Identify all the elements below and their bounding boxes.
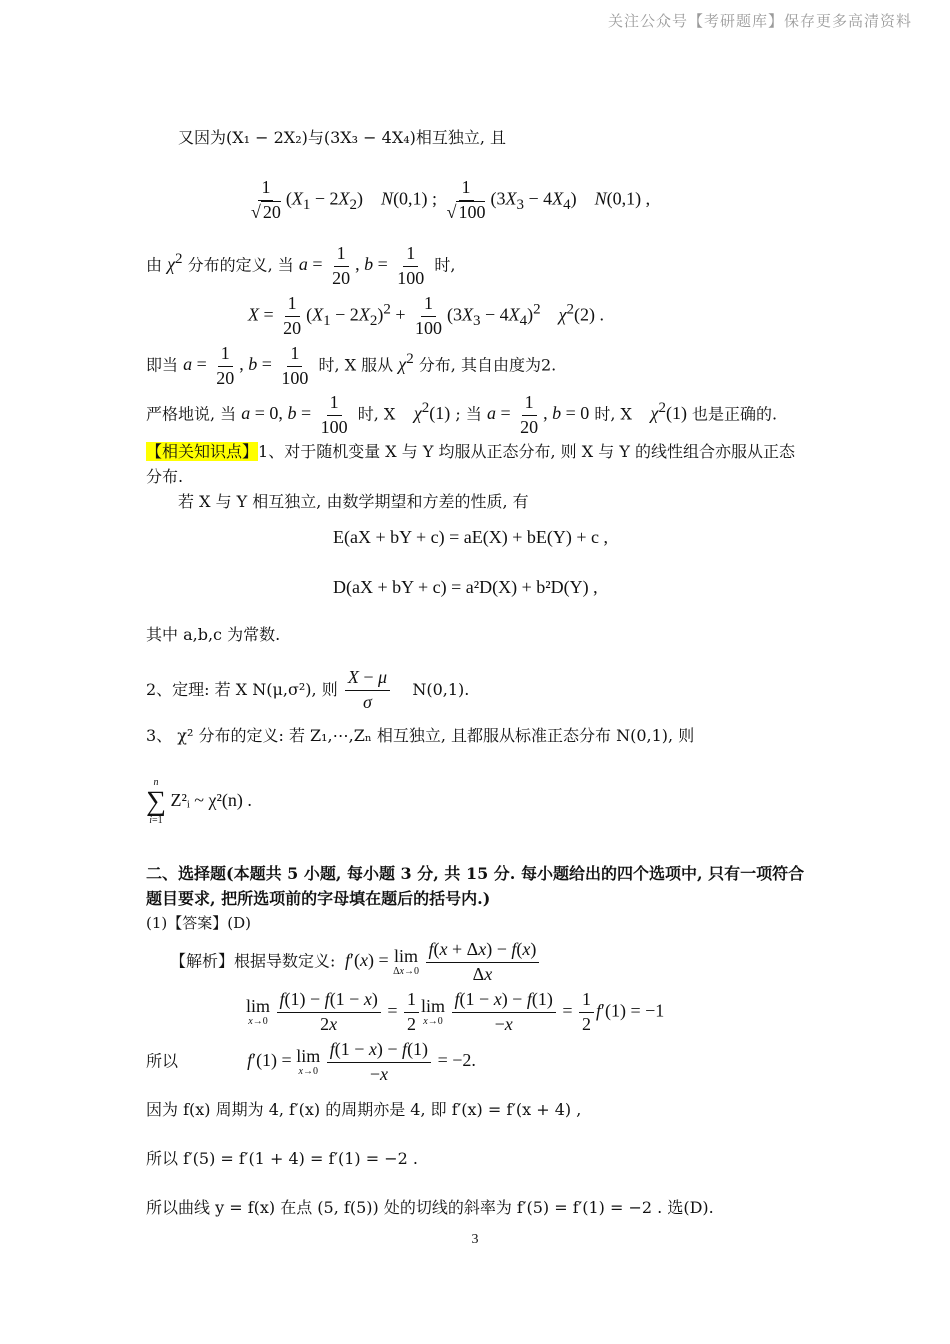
variance-formula: D(aX + bY + c) = a²D(X) + b²D(Y) , <box>333 577 598 597</box>
theorem-line: 2、定理: 若 X N(μ,σ²), 则 $\frac{X - \mu}{\sigma}$ N(0,1). <box>146 667 470 712</box>
text-line-21: 所以 f′(5) = f′(1 + 4) = f′(1) = −2 . <box>146 1149 418 1168</box>
text-line-12: 其中 a,b,c 为常数. <box>146 625 281 644</box>
chi-sum-formula: n ∑ i=1 Z²ᵢ ~ χ²(n) . <box>146 777 252 826</box>
analysis-line: 【解析】根据导数定义: f′(x) = lim Δx→0 $\frac{f(x + \Delta x) - f(x)}{\Delta x}$ <box>170 940 541 985</box>
normal-dist-formula: $\frac{1}{√ 20}$ $(X_1 - 2X_2)$ N(0,1) ; $\frac{1}{√ 100}$ $(3X_3 - 4X_4)$ N(0,1) , <box>251 177 651 222</box>
so-line: 所以 f′(1) = lim x→0 $\frac{f(1 - x) - f(1)}{-x}$ = −2. <box>146 1039 476 1084</box>
knowledge-line: 【相关知识点】1、对于随机变量 X 与 Y 均服从正态分布, 则 X 与 Y 的线性组合亦服从正态 <box>146 442 795 461</box>
text-line-8: 分布. <box>146 467 184 486</box>
text-line-3: 由 $\chi^2$ 分布的定义, 当 a = $\frac{1}{20}$ , b = $\frac{1}{100}$ 时, <box>146 243 456 288</box>
expectation-formula: E(aX + bY + c) = aE(X) + bE(Y) + c , <box>333 527 608 547</box>
chi-square-formula: X = $\frac{1}{20}$ $(X_1 - 2X_2)^2$ + $\frac{1}{100}$ $(3X_3 - 4X_4)^2$ $\chi^2(2)$ . <box>248 293 605 338</box>
text-line-6: 严格地说, 当 a = 0, b = $\frac{1}{100}$ 时, X $\chi^2(1)$ ; 当 a = $\frac{1}{20}$ , b = 0 时, X $\chi^2(1)$ 也是正确的. <box>146 392 778 437</box>
watermark: 关注公众号【考研题库】保存更多高清资料 <box>607 12 912 30</box>
text-line-1: 又因为(X₁ − 2X₂)与(3X₃ − 4X₄)相互独立, 且 <box>178 128 507 147</box>
section-title-line-1: 二、选择题(本题共 5 小题, 每小题 3 分, 共 15 分. 每小题给出的四个选项中, 只有一项符合 <box>146 864 805 883</box>
limit-derivation: lim x→0 $\frac{f(1) - f(1 - x)}{2x}$ = $\frac{1}{2}$ lim x→0 $\frac{f(1 - x) - f(1)}{-x}$ = $\frac{1}{2}$ f′(1) = −1 <box>246 989 665 1034</box>
text-line-5: 即当 a = $\frac{1}{20}$ , b = $\frac{1}{100}$ 时, X 服从 $\chi^2$ 分布, 其自由度为2. <box>146 343 557 388</box>
section-title-line-2: 题目要求, 把所选项前的字母填在题后的括号内.) <box>146 889 491 908</box>
answer-line: (1)【答案】(D) <box>146 914 251 932</box>
text-line-20: 因为 f(x) 周期为 4, f′(x) 的周期亦是 4, 即 f′(x) = f′(x + 4) , <box>146 1100 582 1119</box>
text-line-9: 若 X 与 Y 相互独立, 由数学期望和方差的性质, 有 <box>178 492 529 511</box>
page-number: 3 <box>471 1232 479 1247</box>
text-line-22: 所以曲线 y = f(x) 在点 (5, f(5)) 处的切线的斜率为 f′(5) = f′(1) = −2 . 选(D). <box>146 1198 714 1217</box>
knowledge-tag: 【相关知识点】 <box>146 442 259 461</box>
chi-def-line: 3、 χ² 分布的定义: 若 Z₁,⋯,Zₙ 相互独立, 且都服从标准正态分布 N(0,1), 则 <box>146 726 695 745</box>
